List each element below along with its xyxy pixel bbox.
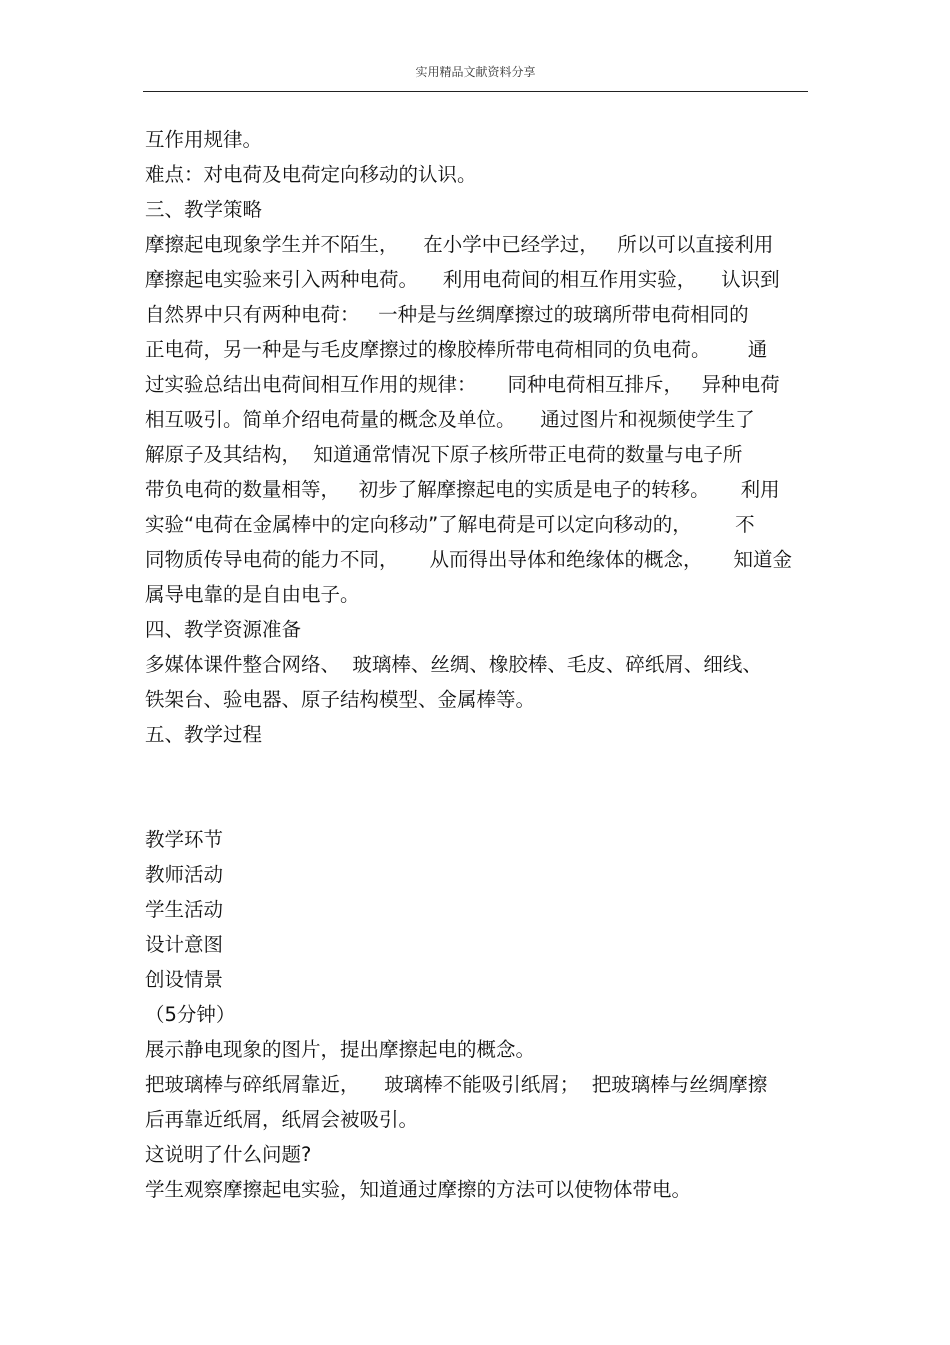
table-cell: 学生观察摩擦起电实验，知道通过摩擦的方法可以使物体带电。 xyxy=(145,1178,692,1201)
table-header-cell: 学生活动 xyxy=(145,898,224,921)
text-line: 互作用规律。 xyxy=(145,128,263,151)
table-cell: 创设情景 xyxy=(145,968,224,991)
table-cell: 这说明了什么问题? xyxy=(145,1143,312,1166)
text-line: 属导电靠的是自由电子。 xyxy=(145,583,360,606)
text-line: 过实验总结出电荷间相互作用的规律： 同种电荷相互排斥， 异种电荷 xyxy=(145,373,780,396)
table-header-cell: 教学环节 xyxy=(145,828,224,851)
text-line: 相互吸引。简单介绍电荷量的概念及单位。 通过图片和视频使学生了 xyxy=(145,408,755,431)
text-line: 带负电荷的数量相等， 初步了解摩擦起电的实质是电子的转移。 利用 xyxy=(145,478,780,501)
table-header-cell: 设计意图 xyxy=(145,933,224,956)
header-divider xyxy=(143,91,808,92)
page-header: 实用精品文献资料分享 xyxy=(415,65,536,79)
text-line: 摩擦起电实验来引入两种电荷。 利用电荷间的相互作用实验， 认识到 xyxy=(145,268,780,291)
table-cell: 把玻璃棒与碎纸屑靠近， 玻璃棒不能吸引纸屑； 把玻璃棒与丝绸摩擦 xyxy=(145,1073,768,1096)
text-line: 难点：对电荷及电荷定向移动的认识。 xyxy=(145,163,477,186)
text-line: 摩擦起电现象学生并不陌生， 在小学中已经学过， 所以可以直接利用 xyxy=(145,233,774,256)
text-line: 多媒体课件整合网络、 玻璃棒、丝绸、橡胶棒、毛皮、碎纸屑、细线、 xyxy=(145,653,762,676)
text-line: 同物质传导电荷的能力不同， 从而得出导体和绝缘体的概念， 知道金 xyxy=(145,548,792,571)
text-line: 实验“电荷在金属棒中的定向移动”了解电荷是可以定向移动的， 不 xyxy=(145,513,755,536)
section-heading: 五、教学过程 xyxy=(145,723,263,746)
table-cell: 展示静电现象的图片，提出摩擦起电的概念。 xyxy=(145,1038,536,1061)
text-line: 自然界中只有两种电荷： 一种是与丝绸摩擦过的玻璃所带电荷相同的 xyxy=(145,303,749,326)
section-heading: 三、教学策略 xyxy=(145,198,263,221)
section-heading: 四、教学资源准备 xyxy=(145,618,302,641)
text-line: 铁架台、验电器、原子结构模型、金属棒等。 xyxy=(145,688,536,711)
table-header-cell: 教师活动 xyxy=(145,863,224,886)
table-cell: （5分钟） xyxy=(145,1003,236,1026)
table-cell: 后再靠近纸屑，纸屑会被吸引。 xyxy=(145,1108,419,1131)
text-line: 正电荷，另一种是与毛皮摩擦过的橡胶棒所带电荷相同的负电荷。 通 xyxy=(145,338,768,361)
text-line: 解原子及其结构， 知道通常情况下原子核所带正电荷的数量与电子所 xyxy=(145,443,743,466)
